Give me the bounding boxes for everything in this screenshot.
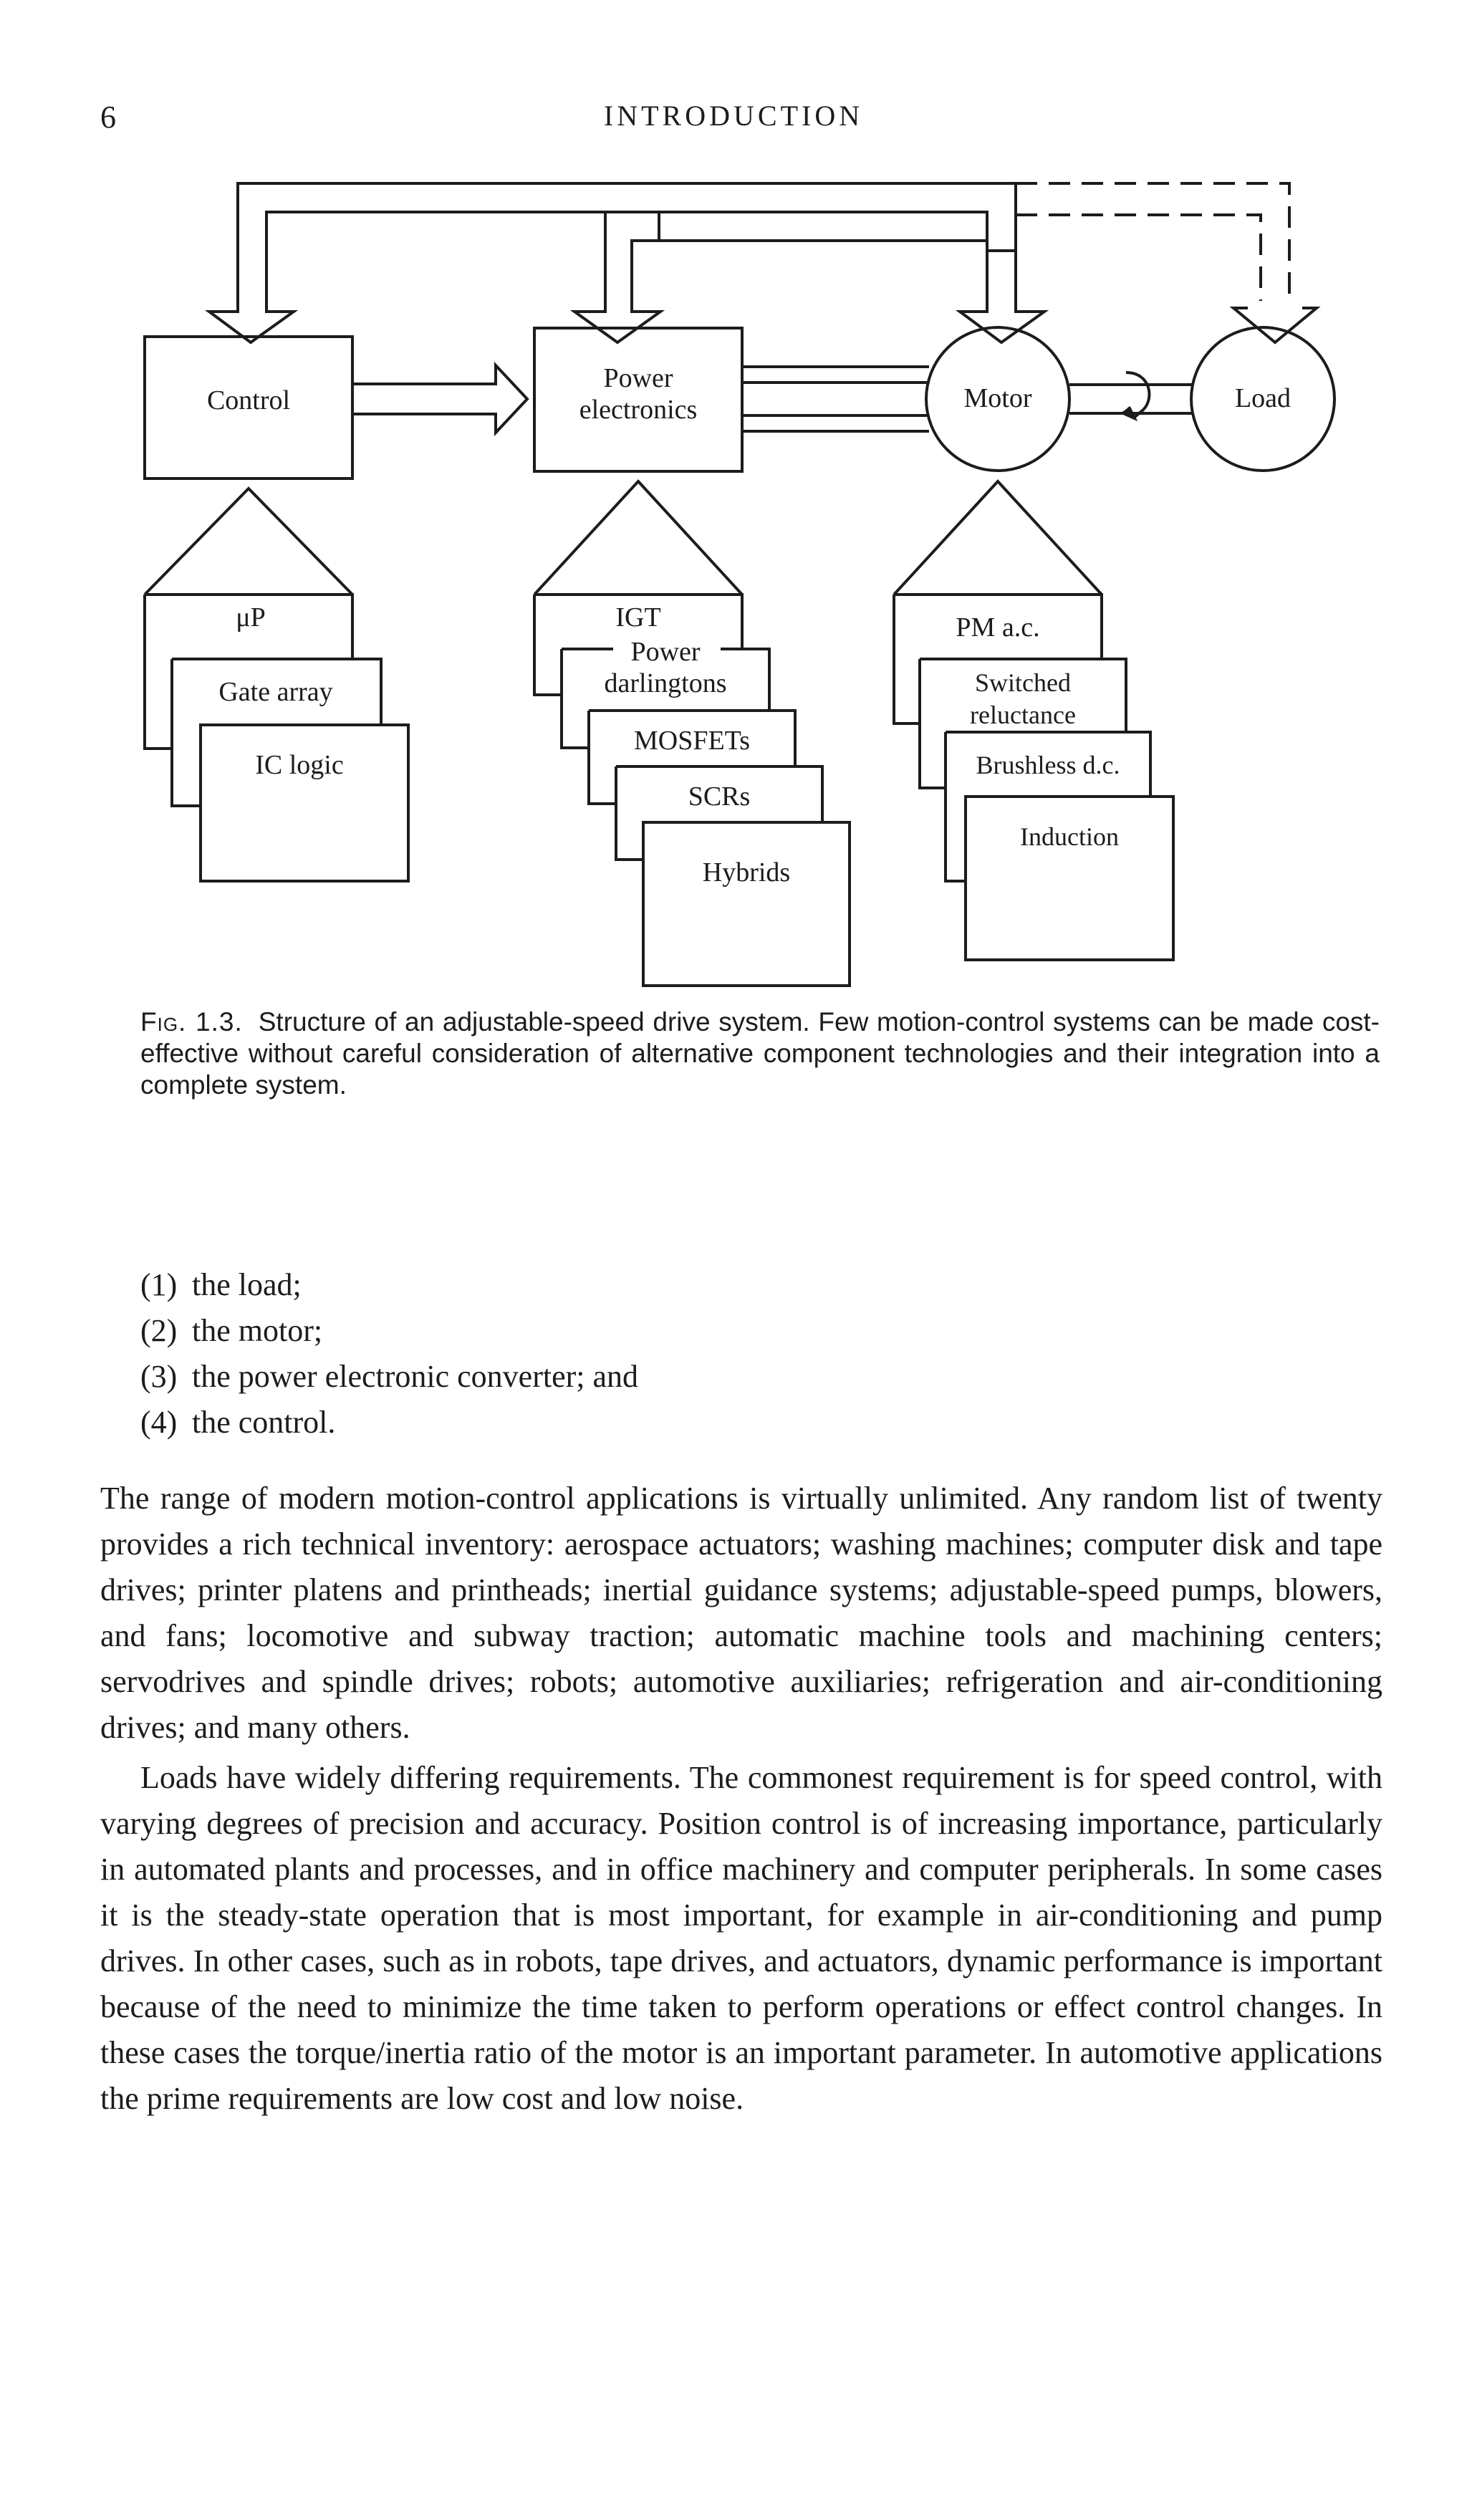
control-option-gate-array: Gate array (218, 677, 333, 707)
power-electronics-label-1: Power (603, 363, 673, 393)
page-number: 6 (100, 100, 117, 135)
motor-option-brushless: Brushless d.c. (976, 751, 1120, 779)
motor-option-pm-ac: PM a.c. (956, 612, 1040, 643)
drive-system-figure (0, 0, 1467, 1017)
component-list (140, 1262, 1143, 1446)
power-option-darlingtons-1: Power (630, 637, 701, 667)
power-card-5 (643, 822, 850, 986)
paragraph-applications: The range of modern motion-control applications is virtually unlimited. Any random list of twenty provides a rich technical inventory: aerospace actuators; washing machines; computer disk and tape drives; printer platens and printheads; inertial guidance systems; adjustable-speed pumps, blowers, and fans; locomotive and subway traction; automatic machine tools and machining centers; servodrives and spindle drives; robots; automotive auxiliaries; refrigeration and air-conditioning drives; and many others. (100, 1481, 1382, 1745)
motor-card-4 (966, 797, 1173, 960)
power-option-darlingtons-2: darlingtons (604, 668, 727, 698)
motor-label: Motor (963, 383, 1032, 413)
power-triangle (534, 481, 742, 595)
list-item: (4) the control. (140, 1405, 336, 1440)
figure-caption-text: Structure of an adjustable-speed drive system. Few motion-control systems can be made cost-effective without careful consideration of alternative component technologies and their integration into a complete system. (140, 1007, 1380, 1100)
control-card-3 (201, 725, 408, 881)
motor-option-switched-1: Switched (975, 668, 1071, 697)
control-option-ic-logic: IC logic (255, 750, 344, 780)
load-feedback-dashed-outer (1016, 183, 1289, 301)
power-option-hybrids: Hybrids (702, 857, 791, 888)
motor-triangle (894, 481, 1102, 595)
motor-option-induction: Induction (1020, 822, 1119, 851)
feedback-arrow-power (574, 212, 1016, 342)
load-arrow-head (1233, 308, 1317, 342)
figure-ref: Fig. 1.3. (140, 1007, 243, 1037)
power-option-scrs: SCRs (688, 782, 751, 812)
body-text (100, 1476, 1382, 2122)
load-feedback-dashed-inner (1016, 215, 1261, 301)
power-option-mosfets: MOSFETs (633, 726, 751, 756)
control-option-up: μP (236, 602, 266, 633)
list-item: (2) the motor; (140, 1313, 323, 1348)
running-head: INTRODUCTION (603, 100, 864, 132)
list-item: (3) the power electronic converter; and (140, 1359, 639, 1394)
motor-option-switched-2: reluctance (970, 701, 1076, 729)
power-option-igt: IGT (615, 602, 661, 633)
figure-caption (140, 1006, 1380, 1101)
control-triangle (145, 489, 352, 595)
load-label: Load (1234, 383, 1292, 413)
control-label: Control (206, 385, 291, 415)
control-to-power-arrow (352, 365, 527, 433)
power-electronics-label-2: electronics (579, 395, 698, 425)
feedback-arrow-inner (266, 212, 294, 312)
paragraph-loads: Loads have widely differing requirements. The commonest requirement is for speed control, with varying degrees of precision and accuracy. Position control is of increasing importance, particularly in automated plants and processes, and in office machinery and computer peripherals. In some cases it is the steady-state operation that is most important, for example in air-conditioning and pump drives. In other cases, such as in robots, tape drives, and actuators, dynamic performance is important because of the need to minimize the time taken to perform operations or effect control changes. In these cases the torque/inertia ratio of the motor is an important parameter. In automotive applications the prime requirements are low cost and low noise. (100, 1760, 1382, 2116)
list-item: (1) the load; (140, 1267, 302, 1302)
feedback-arrow-outer (209, 183, 1016, 342)
